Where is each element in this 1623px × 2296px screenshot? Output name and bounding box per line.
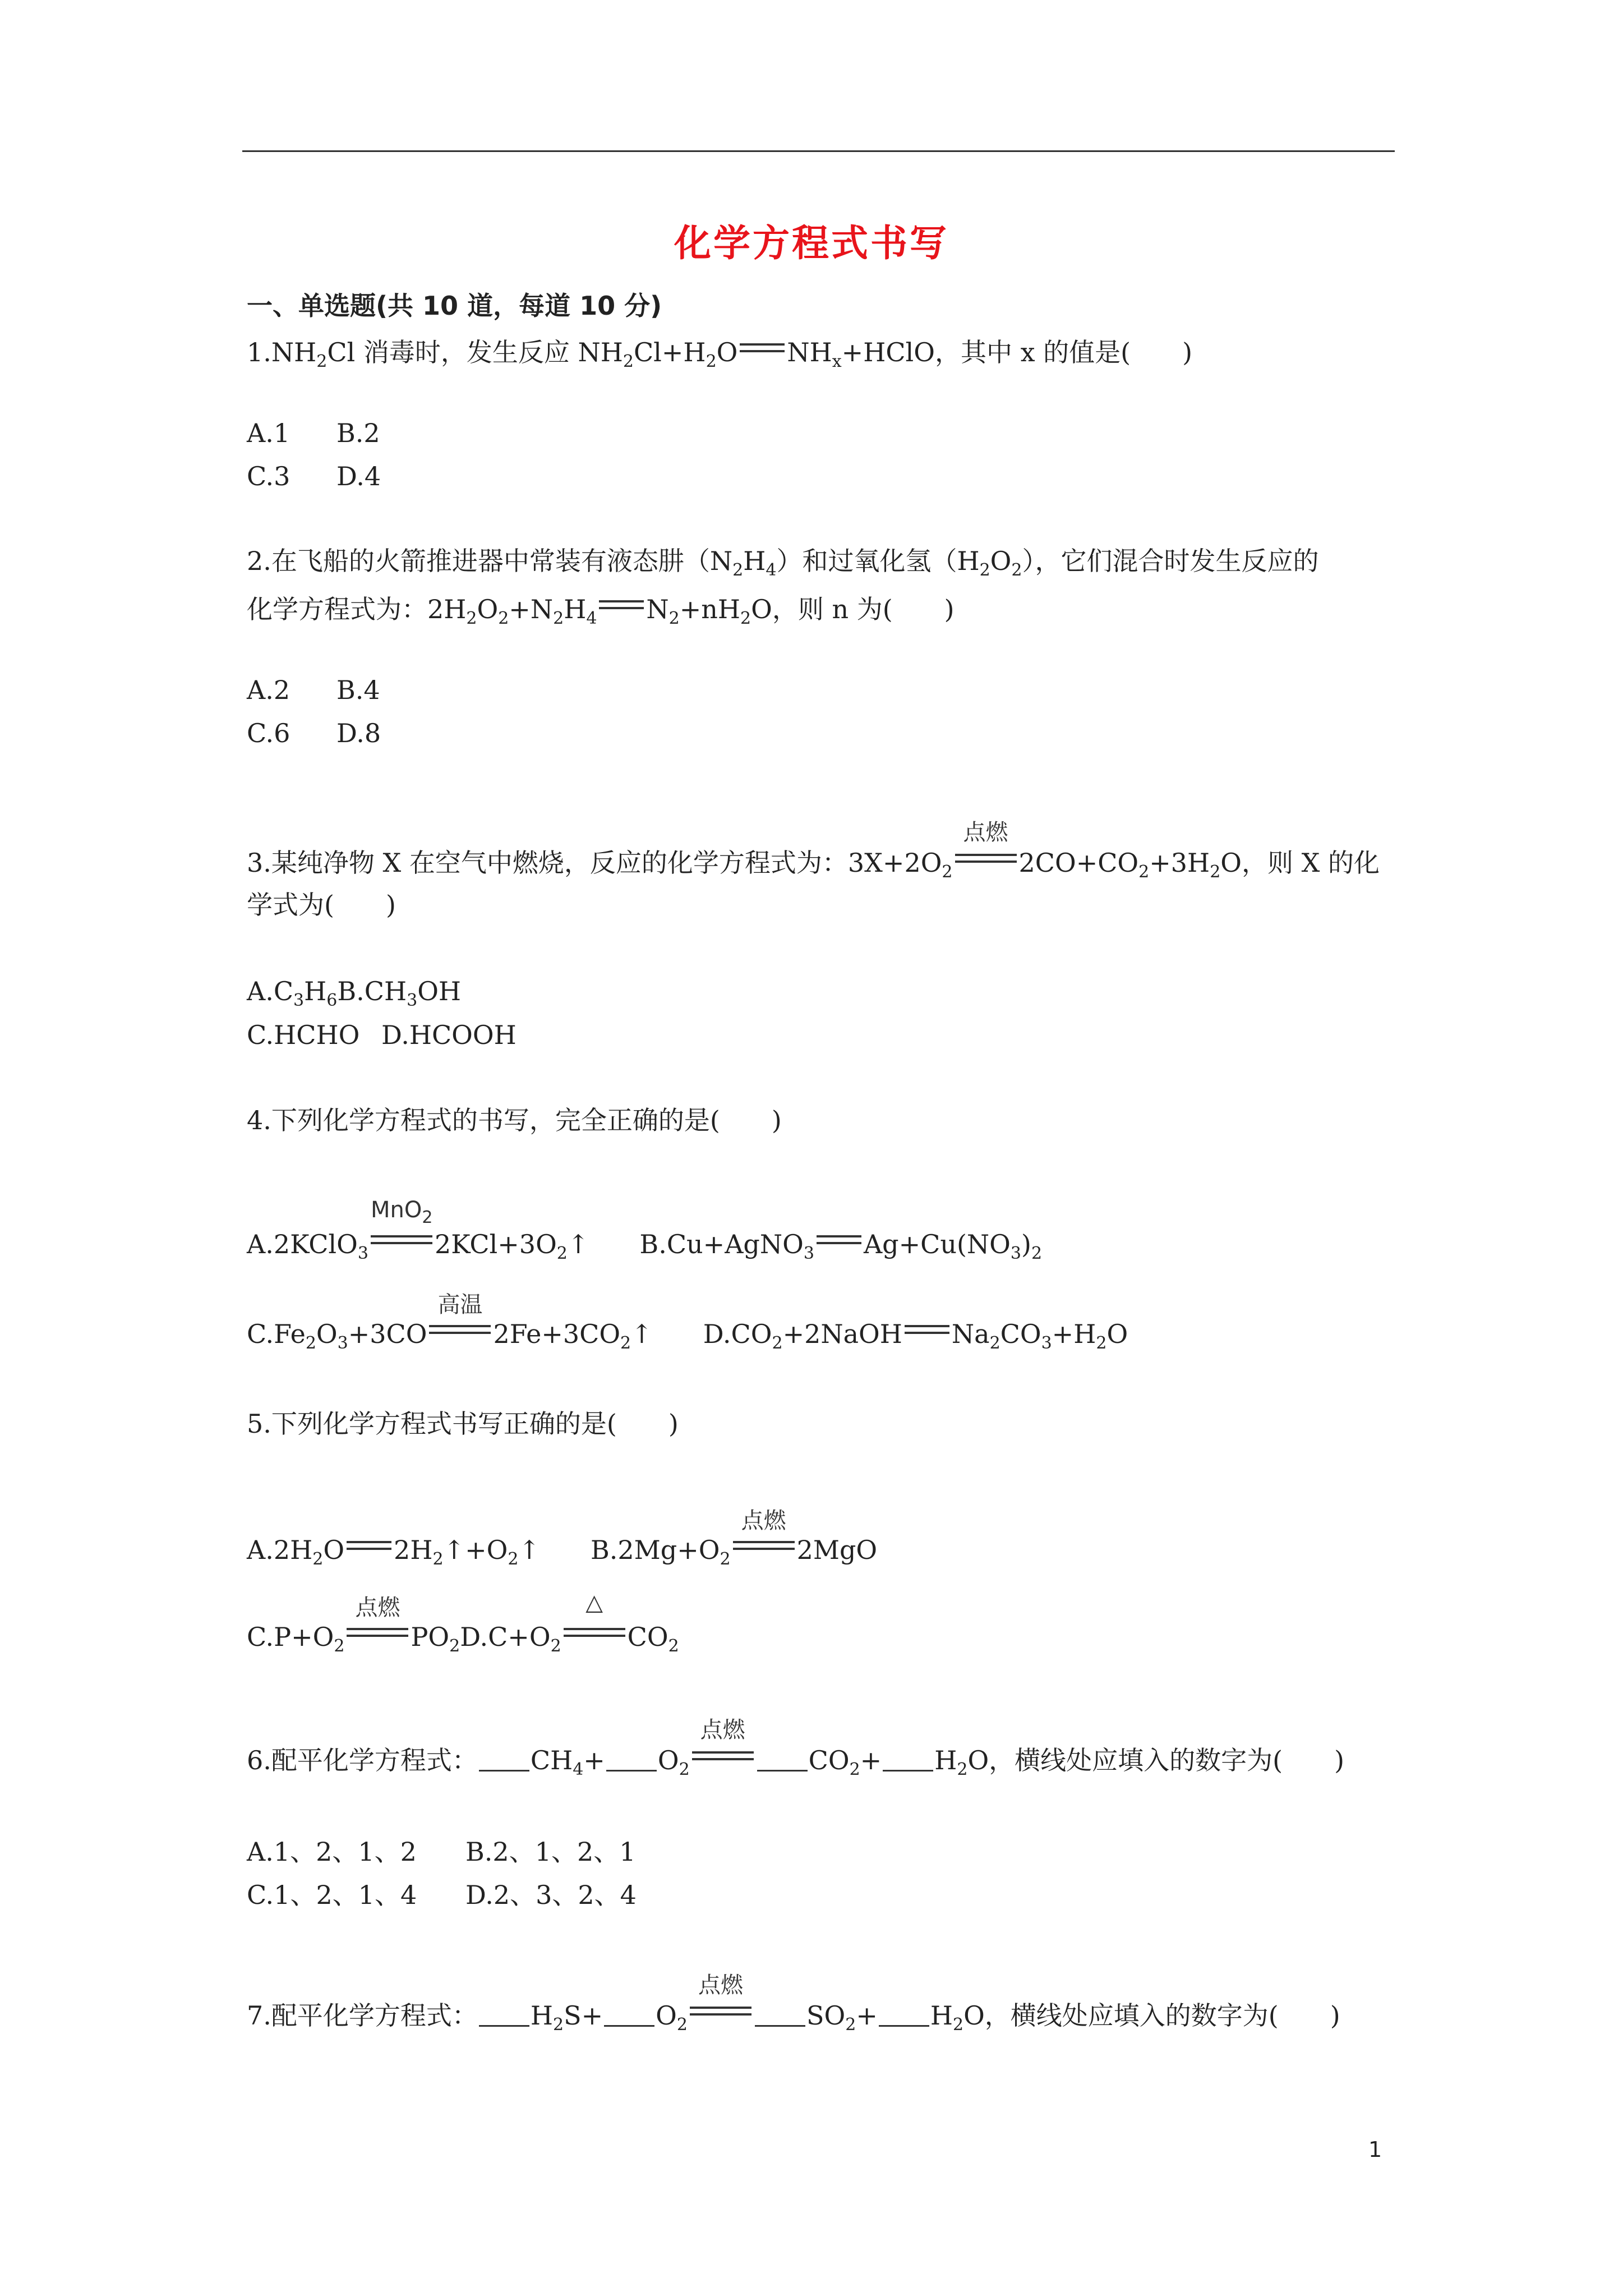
q5-options-row1	[247, 1508, 878, 1569]
answer-blank[interactable]	[883, 1747, 933, 1772]
q2-options-row2	[247, 718, 426, 748]
question-2-line1: 2.在飞船的火箭推进器中常装有液态肼$(N_2H_4)$和过氧化氢$(H_2O_2)$，它们混合时发生反应的	[247, 546, 1319, 580]
option-c: C.HCHO	[247, 1020, 360, 1050]
option-a: A.1	[247, 418, 291, 448]
question-1: $1.NH_2Cl$ 消毒时，发生反应 $NH_2Cl+H_2O$ $NH_x+HClO$，其中 x 的值是( )	[247, 331, 1192, 379]
equals-sign-with-condition	[370, 1197, 433, 1257]
option-b: $B.2Mg+O_2$ 点燃 2MgO	[591, 1535, 877, 1565]
reaction-condition: 点燃	[698, 1972, 743, 1998]
q4-options-row2	[247, 1292, 1128, 1353]
equals-sign-with-condition	[564, 1590, 625, 1649]
option-d: D.8	[336, 718, 381, 748]
option-c: $C.P+O_2$ 点燃 $PO_2$	[247, 1622, 460, 1652]
equals-sign	[817, 1223, 861, 1257]
question-3-line2: 学式为( )	[247, 890, 396, 920]
q1-options-row1	[247, 418, 426, 448]
option-d: D.2、3、2、4	[465, 1880, 637, 1910]
q5-options-row2	[247, 1590, 679, 1656]
option-a: $A.C_3H_6$	[247, 976, 338, 1010]
option-c: C.6	[247, 718, 291, 748]
question-2-line2: 化学方程式为：$2H_2O_2+N_2H_4$ $N_2+nH_2O$，则 n 为( )	[247, 588, 955, 636]
equals-sign	[347, 1529, 391, 1562]
option-b: B.Cu+AgNO$_3$ $Ag+Cu(NO_3)_2$	[639, 1229, 1042, 1259]
equals-sign-with-condition	[347, 1595, 408, 1649]
reaction-condition: 高温	[437, 1292, 483, 1318]
reaction-condition: MnO$_2$	[370, 1197, 433, 1227]
answer-blank[interactable]	[755, 2003, 805, 2027]
q2-options-row1	[247, 675, 426, 705]
option-d: D.4	[336, 461, 381, 491]
page-number: 1	[1368, 2137, 1382, 2162]
question-7: 7.配平化学方程式： $H_2S+ O_2$ 点燃 $SO_2+ H_2O$，横线处应填入的数字为( )	[247, 1994, 1340, 2042]
question-3-line1: 3.某纯净物 X 在空气中燃烧，反应的化学方程式为：$3X+2O_2$ 点燃 $2CO+CO_2+3H_2O$，则 X 的化	[247, 841, 1380, 889]
heating-triangle-icon: △	[585, 1590, 603, 1616]
question-4: 4.下列化学方程式的书写，完全正确的是( )	[247, 1105, 782, 1135]
reaction-condition: 点燃	[700, 1717, 745, 1743]
q3-options-row2	[247, 1020, 522, 1050]
option-b: $B.CH_3OH$	[337, 976, 462, 1010]
equals-sign	[740, 331, 785, 365]
option-c: C.1、2、1、4	[247, 1880, 417, 1910]
option-a: A.2KClO$_3$ MnO$_2$ $2KCl+3O_2↑$	[247, 1197, 589, 1263]
equals-sign	[905, 1313, 949, 1346]
option-a: A.2	[247, 675, 291, 705]
option-b: B.2	[336, 418, 380, 448]
equals-sign-with-condition	[733, 1508, 795, 1562]
option-a: $A.2H_2O$ $2H_2↑+O_2↑$	[247, 1535, 540, 1565]
document-title: 化学方程式书写	[674, 222, 949, 265]
answer-blank[interactable]	[757, 1747, 808, 1772]
answer-blank[interactable]	[604, 2003, 654, 2027]
equals-sign-with-condition	[955, 820, 1017, 875]
header-rule	[242, 150, 1395, 152]
q1-options-row2	[247, 461, 426, 491]
equals-sign-with-condition	[429, 1292, 491, 1346]
section-heading: 一、单选题(共 10 道，每道 10 分)	[247, 291, 662, 321]
q4-options-row1	[247, 1197, 1043, 1263]
equals-sign-with-condition	[692, 1717, 754, 1773]
option-d: $D.CO_2+2NaOH$ $Na_2CO_3+H_2O$	[703, 1319, 1128, 1349]
option-d: $D.C+O_2$ △ $CO_2$	[460, 1590, 679, 1656]
q3-options-row1	[247, 976, 461, 1010]
answer-blank[interactable]	[479, 1747, 529, 1772]
option-d: D.HCOOH	[381, 1020, 517, 1050]
option-a: A.1、2、1、2	[247, 1837, 417, 1867]
equals-sign	[599, 588, 644, 622]
answer-blank[interactable]	[879, 2003, 929, 2027]
option-b: B.4	[336, 675, 380, 705]
question-6: 6.配平化学方程式： $CH_4+ O_2$ 点燃 $CO_2+ H_2O$，横线处应填入的数字为( )	[247, 1739, 1344, 1787]
equals-sign-with-condition	[690, 1972, 751, 2028]
q6-options-row1	[247, 1832, 642, 1869]
option-c: $C.Fe_2O_3+3CO$ 高温 $2Fe+3CO_2↑$	[247, 1319, 653, 1349]
reaction-condition: 点燃	[741, 1508, 786, 1534]
option-c: C.3	[247, 461, 291, 491]
question-5: 5.下列化学方程式书写正确的是( )	[247, 1409, 679, 1439]
reaction-condition: 点燃	[963, 820, 1008, 845]
reaction-condition: 点燃	[355, 1595, 400, 1621]
q6-options-row2	[247, 1875, 642, 1912]
answer-blank[interactable]	[606, 1747, 657, 1772]
answer-blank[interactable]	[479, 2003, 529, 2027]
option-b: B.2、1、2、1	[465, 1837, 636, 1867]
